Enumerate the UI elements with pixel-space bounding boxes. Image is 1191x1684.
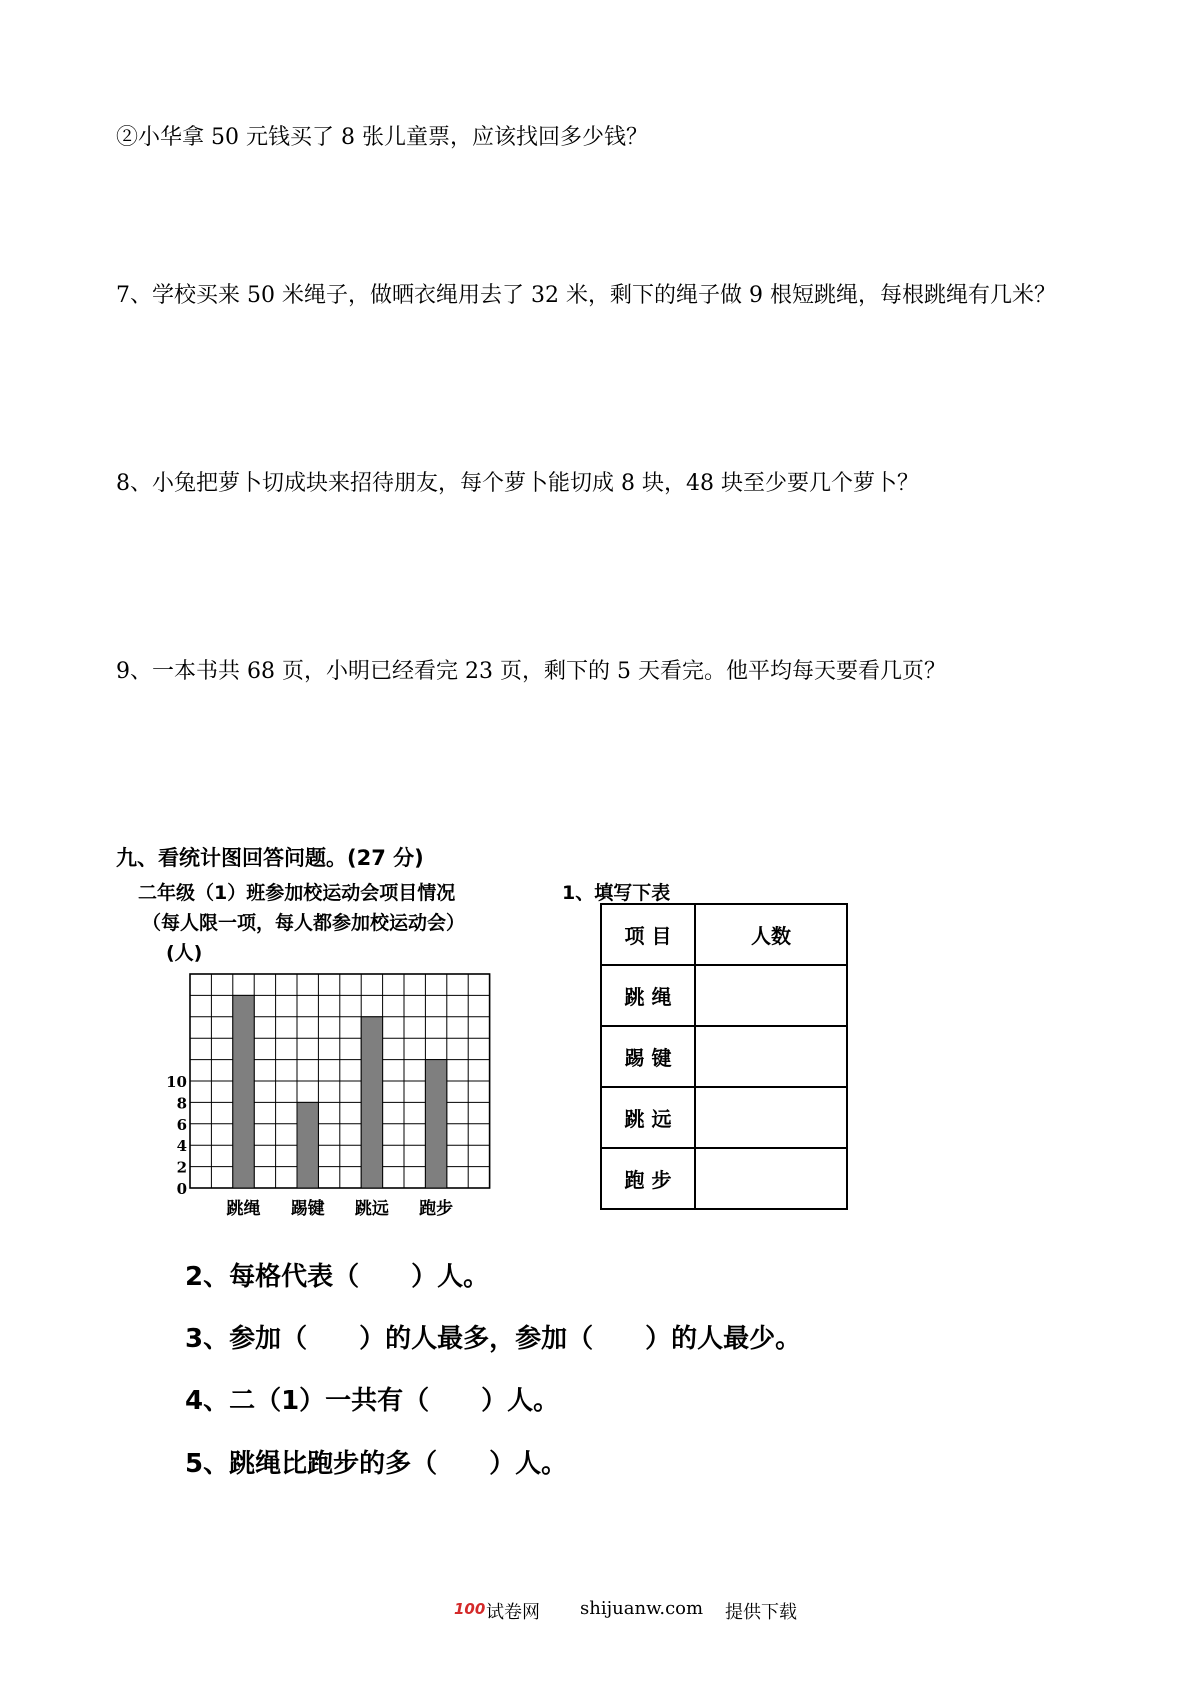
y-tick-label: 8 xyxy=(176,1094,187,1113)
category-label: 跳远 xyxy=(354,1199,389,1219)
table-answer-cell[interactable] xyxy=(695,1026,847,1087)
footer-note: 提供下载 xyxy=(725,1602,797,1623)
stats-table xyxy=(600,903,848,1210)
y-tick-label: 4 xyxy=(176,1137,187,1156)
table-row-label: 踢 键 xyxy=(601,1026,695,1087)
chart-subtitle: （每人限一项，每人都参加校运动会） xyxy=(142,912,466,934)
y-tick-label: 2 xyxy=(176,1158,187,1177)
y-tick-label: 0 xyxy=(176,1180,187,1198)
chart-title: 二年级（1）班参加校运动会项目情况 xyxy=(138,882,456,904)
section-9-title: 九、看统计图回答问题。(27 分) xyxy=(116,846,424,870)
footer-url[interactable]: shijuanw.com xyxy=(580,1598,704,1619)
bar-chart xyxy=(150,960,500,1225)
bar-4 xyxy=(425,1060,446,1188)
category-label: 跳绳 xyxy=(226,1199,261,1219)
table-header-count: 人数 xyxy=(695,904,847,965)
table-row-label: 跳 远 xyxy=(601,1087,695,1148)
site-logo: 100 xyxy=(454,1600,486,1618)
table-title: 1、填写下表 xyxy=(562,882,671,904)
category-label: 踢键 xyxy=(290,1199,325,1219)
table-row xyxy=(601,965,847,1026)
fill-question-3: 3、参加（ ）的人最多，参加（ ）的人最少。 xyxy=(185,1324,802,1354)
question-7: 7、学校买来 50 米绳子，做晒衣绳用去了 32 米，剩下的绳子做 9 根短跳绳，每根跳绳有几米？ xyxy=(116,283,1056,308)
table-row xyxy=(601,1087,847,1148)
y-tick-label: 10 xyxy=(166,1073,187,1091)
question-9: 9、一本书共 68 页，小明已经看完 23 页，剩下的 5 天看完。他平均每天要看几页？ xyxy=(116,659,946,684)
fill-question-5: 5、跳绳比跑步的多（ ）人。 xyxy=(185,1449,568,1479)
table-header-row xyxy=(601,904,847,965)
footer-site-name: 试卷网 xyxy=(486,1602,540,1623)
bar-1 xyxy=(233,995,254,1188)
table-row-label: 跳 绳 xyxy=(601,965,695,1026)
table-answer-cell[interactable] xyxy=(695,965,847,1026)
fill-question-4: 4、二（1）一共有（ ）人。 xyxy=(185,1386,560,1416)
table-row-label: 跑 步 xyxy=(601,1148,695,1209)
question-8: 8、小兔把萝卜切成块来招待朋友，每个萝卜能切成 8 块，48 块至少要几个萝卜？ xyxy=(116,471,919,496)
y-tick-label: 6 xyxy=(176,1115,187,1134)
table-answer-cell[interactable] xyxy=(695,1087,847,1148)
question-6-2: ②小华拿 50 元钱买了 8 张儿童票，应该找回多少钱？ xyxy=(116,125,648,150)
table-answer-cell[interactable] xyxy=(695,1148,847,1209)
table-row xyxy=(601,1026,847,1087)
fill-question-2: 2、每格代表（ ）人。 xyxy=(185,1262,490,1292)
category-label: 跑步 xyxy=(419,1199,454,1219)
chart-ylabel: (人) xyxy=(166,942,203,964)
bar-3 xyxy=(361,1017,382,1188)
table-row xyxy=(601,1148,847,1209)
bar-2 xyxy=(297,1102,318,1188)
table-header-item: 项 目 xyxy=(601,904,695,965)
